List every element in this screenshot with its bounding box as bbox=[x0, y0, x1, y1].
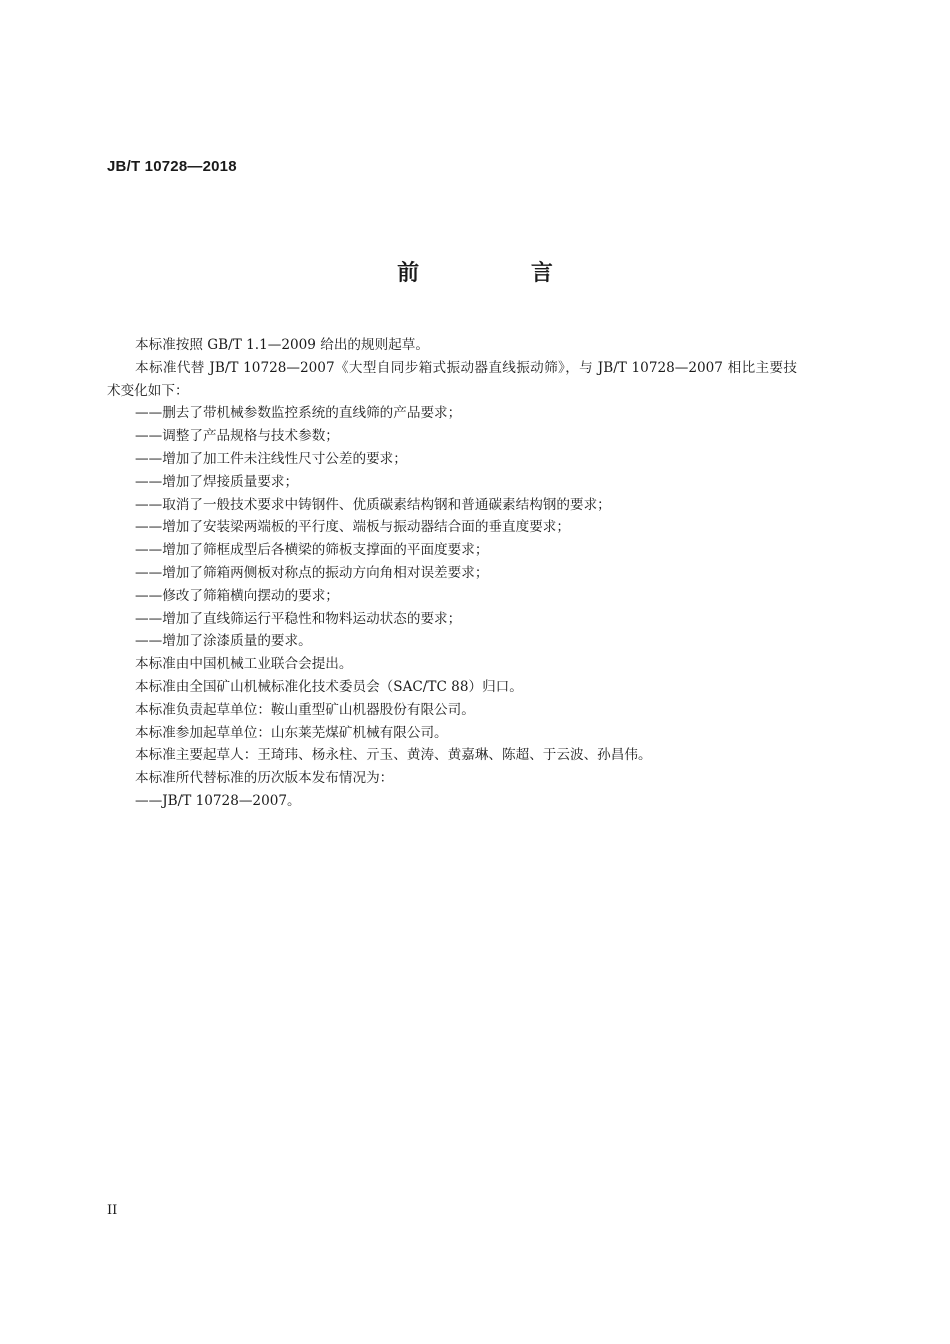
previous-version-item: ——JB/T 10728—2007。 bbox=[135, 792, 301, 809]
previous-versions-list bbox=[107, 790, 797, 813]
paragraph-replacement: 本标准代替 JB/T 10728—2007《大型自同步箱式振动器直线振动筛》，与 JB/T 10728—2007 相比主要技术变化如下： bbox=[107, 359, 797, 399]
standard-code: JB/T 10728—2018 bbox=[107, 158, 237, 175]
page-number: II bbox=[107, 1203, 118, 1218]
change-item: ——增加了焊接质量要求； bbox=[135, 473, 299, 490]
statement-committee: 本标准由全国矿山机械标准化技术委员会（SAC/TC 88）归口。 bbox=[135, 678, 523, 695]
statement-main-drafters: 本标准主要起草人：王琦玮、杨永柱、亓玉、黄涛、黄嘉琳、陈超、于云波、孙昌伟。 bbox=[135, 747, 652, 764]
statement-version-history: 本标准所代替标准的历次版本发布情况为： bbox=[135, 770, 394, 787]
change-item: ——增加了直线筛运行平稳性和物料运动状态的要求； bbox=[135, 610, 462, 627]
change-item: ——删去了带机械参数监控系统的直线筛的产品要求； bbox=[135, 405, 462, 422]
page-title: 前 言 bbox=[397, 261, 605, 286]
change-item: ——取消了一般技术要求中铸钢件、优质碳素结构钢和普通碳素结构钢的要求； bbox=[135, 496, 611, 513]
change-item: ——修改了筛箱横向摆动的要求； bbox=[135, 587, 339, 604]
foreword-body bbox=[107, 334, 797, 813]
change-item: ——增加了筛箱两侧板对称点的振动方向角相对误差要求； bbox=[135, 564, 489, 581]
change-item: ——增加了筛框成型后各横梁的筛板支撑面的平面度要求； bbox=[135, 542, 489, 559]
change-item: ——增加了安装梁两端板的平行度、端板与振动器结合面的垂直度要求； bbox=[135, 519, 570, 536]
change-item: ——增加了涂漆质量的要求。 bbox=[135, 633, 312, 650]
changes-list bbox=[107, 402, 797, 653]
statement-lead-drafter: 本标准负责起草单位：鞍山重型矿山机器股份有限公司。 bbox=[135, 701, 475, 718]
paragraph-drafting-rules: 本标准按照 GB/T 1.1—2009 给出的规则起草。 bbox=[135, 337, 429, 353]
statement-participating-drafter: 本标准参加起草单位：山东莱芜煤矿机械有限公司。 bbox=[135, 724, 448, 741]
change-item: ——调整了产品规格与技术参数； bbox=[135, 428, 339, 445]
statement-proposer: 本标准由中国机械工业联合会提出。 bbox=[135, 656, 353, 673]
change-item: ——增加了加工件未注线性尺寸公差的要求； bbox=[135, 450, 407, 467]
